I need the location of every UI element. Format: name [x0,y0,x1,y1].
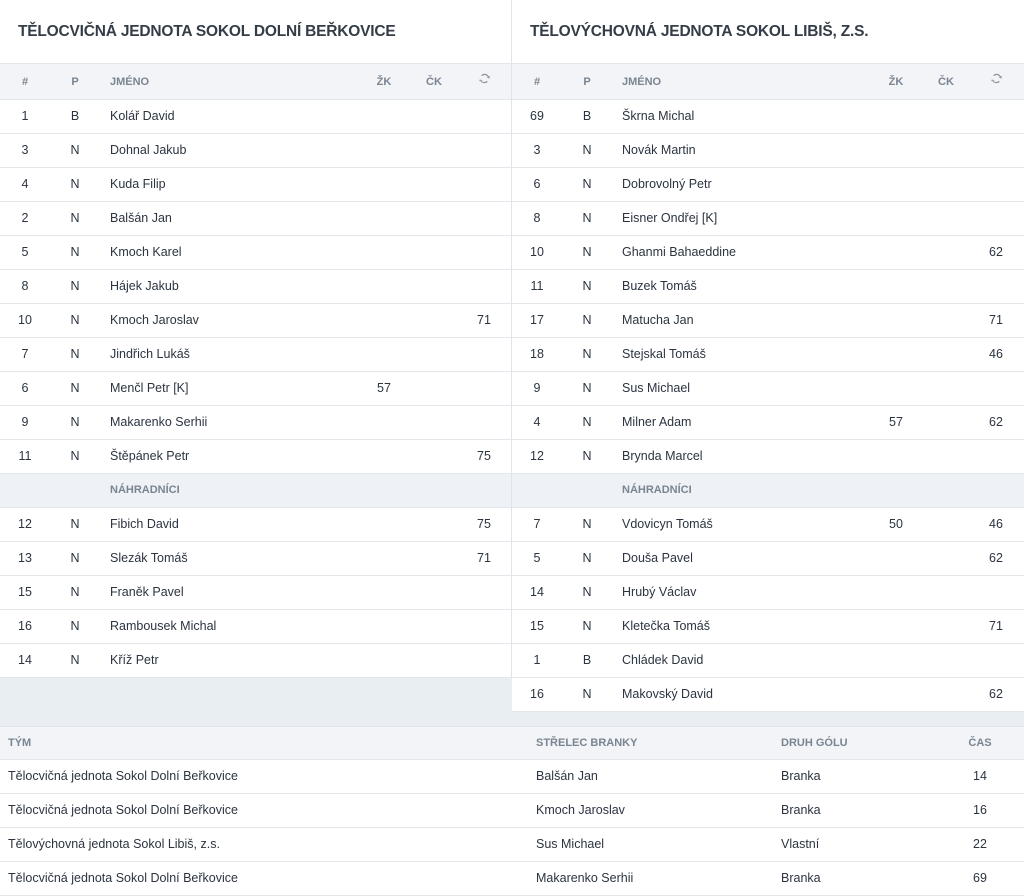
player-number: 17 [530,313,544,327]
player-position: N [70,211,80,225]
player-position: N [70,177,80,191]
player-number: 10 [530,245,544,259]
player-row [512,338,1024,372]
player-name: Douša Pavel [622,551,693,565]
player-name: Kmoch Jaroslav [110,313,199,327]
player-position: N [70,415,80,429]
player-number: 3 [21,143,29,157]
player-row [512,576,1024,610]
lineup-header-row [0,64,511,100]
away-team-lineup [512,0,1024,712]
goal-team: Tělocvičná jednota Sokol Dolní Beřkovice [8,769,238,783]
player-number: 69 [530,109,544,123]
player-name: Balšán Jan [110,211,172,225]
player-name: Novák Martin [622,143,696,157]
substitutes-header [512,474,1024,508]
player-row [512,304,1024,338]
player-name: Škrna Michal [622,109,695,123]
player-name: Vdovicyn Tomáš [622,517,713,531]
lineup-header-row [512,64,1024,100]
player-position: N [582,279,592,293]
substitution-icon [460,64,508,100]
goals-header-time: ČAS [968,737,992,749]
player-number: 13 [18,551,32,565]
player-number: 7 [533,517,541,531]
player-position: N [70,619,80,633]
player-row [512,100,1024,134]
player-number: 1 [21,109,29,123]
player-row [0,542,511,576]
goal-team: Tělocvičná jednota Sokol Dolní Beřkovice [8,803,238,817]
player-position: N [70,313,80,327]
player-position: N [582,143,592,157]
player-substitution-minute: 71 [989,313,1003,327]
goal-type: Vlastní [781,837,820,851]
player-row [512,406,1024,440]
player-position: N [582,517,592,531]
player-substitution-minute: 62 [989,415,1003,429]
player-name: Stejskal Tomáš [622,347,706,361]
goal-type: Branka [781,871,821,885]
player-number: 1 [533,653,541,667]
player-name: Franěk Pavel [110,585,184,599]
player-number: 15 [18,585,32,599]
player-row [0,644,511,678]
goal-type: Branka [781,803,821,817]
goal-time: 16 [973,803,987,817]
header-number: # [533,76,541,88]
player-row [512,202,1024,236]
goal-team: Tělovýchovná jednota Sokol Libiš, z.s. [8,837,220,851]
player-substitution-minute: 62 [989,687,1003,701]
player-number: 2 [21,211,29,225]
player-position: N [70,381,80,395]
player-row [0,168,511,202]
goals-header-type: DRUH GÓLU [781,737,848,749]
player-row [0,406,511,440]
player-name: Dohnal Jakub [110,143,187,157]
player-number: 12 [18,517,32,531]
player-name: Rambousek Michal [110,619,217,633]
player-number: 4 [533,415,541,429]
player-number: 9 [21,415,29,429]
player-name: Štěpánek Petr [110,449,190,463]
substitution-icon [972,64,1020,100]
player-row [512,134,1024,168]
player-number: 6 [533,177,541,191]
header-yellow-card: ŽK [888,76,904,88]
player-number: 3 [533,143,541,157]
player-name: Kmoch Karel [110,245,182,259]
goal-team: Tělocvičná jednota Sokol Dolní Beřkovice [8,871,238,885]
goal-time: 69 [973,871,987,885]
home-team-title: TĚLOCVIČNÁ JEDNOTA SOKOL DOLNÍ BEŘKOVICE [0,0,511,64]
player-number: 10 [18,313,32,327]
player-name: Kolář David [110,109,175,123]
player-name: Slezák Tomáš [110,551,188,565]
player-position: N [70,653,80,667]
player-name: Sus Michael [622,381,691,395]
player-position: N [582,245,592,259]
player-name: Hrubý Václav [622,585,697,599]
player-position: B [582,653,592,667]
player-row [512,610,1024,644]
player-position: N [582,551,592,565]
header-red-card: ČK [938,76,954,88]
player-number: 18 [530,347,544,361]
player-number: 14 [530,585,544,599]
home-team-lineup [0,0,512,678]
player-number: 9 [533,381,541,395]
player-position: N [582,687,592,701]
player-row [0,576,511,610]
player-position: N [582,177,592,191]
player-position: B [70,109,80,123]
header-number: # [21,76,29,88]
goal-row [0,828,1024,862]
substitutes-label: NÁHRADNÍCI [622,484,692,496]
player-position: N [582,313,592,327]
player-number: 11 [530,279,544,293]
player-number: 15 [530,619,544,633]
player-row [512,542,1024,576]
player-name: Jindřich Lukáš [110,347,190,361]
player-row [512,508,1024,542]
goal-type: Branka [781,769,821,783]
player-substitution-minute: 75 [477,449,491,463]
player-row [512,644,1024,678]
player-row [0,270,511,304]
player-row [512,236,1024,270]
player-name: Matucha Jan [622,313,694,327]
player-row [0,100,511,134]
header-position: P [583,76,591,88]
player-name: Menčl Petr [K] [110,381,189,395]
player-row [0,440,511,474]
goal-scorer: Makarenko Serhii [536,871,634,885]
player-name: Dobrovolný Petr [622,177,712,191]
player-name: Hájek Jakub [110,279,179,293]
goal-scorer: Kmoch Jaroslav [536,803,625,817]
player-name: Fibich David [110,517,179,531]
player-number: 16 [530,687,544,701]
player-row [0,236,511,270]
player-position: N [582,415,592,429]
player-name: Chládek David [622,653,704,667]
player-yellow-card-minute: 57 [377,381,391,395]
player-position: N [70,279,80,293]
player-name: Makarenko Serhii [110,415,208,429]
player-position: N [582,347,592,361]
goal-row [0,794,1024,828]
player-substitution-minute: 62 [989,245,1003,259]
player-position: N [70,585,80,599]
player-substitution-minute: 71 [989,619,1003,633]
goal-row [0,760,1024,794]
player-name: Kříž Petr [110,653,159,667]
player-position: N [582,585,592,599]
player-number: 5 [21,245,29,259]
player-name: Kuda Filip [110,177,166,191]
goals-table [0,726,1024,896]
player-position: N [582,449,592,463]
player-substitution-minute: 46 [989,347,1003,361]
player-position: N [70,517,80,531]
goals-header-row [0,726,1024,760]
player-position: N [70,347,80,361]
player-row [0,134,511,168]
player-position: N [70,551,80,565]
player-name: Eisner Ondřej [K] [622,211,718,225]
substitutes-label: NÁHRADNÍCI [110,484,180,496]
player-position: N [70,449,80,463]
player-substitution-minute: 46 [989,517,1003,531]
player-number: 8 [533,211,541,225]
player-name: Buzek Tomáš [622,279,697,293]
goal-row [0,862,1024,896]
player-name: Milner Adam [622,415,692,429]
header-red-card: ČK [426,76,442,88]
player-number: 8 [21,279,29,293]
player-position: B [582,109,592,123]
player-row [0,372,511,406]
player-number: 6 [21,381,29,395]
player-substitution-minute: 71 [477,313,491,327]
player-yellow-card-minute: 50 [889,517,903,531]
player-name: Makovský David [622,687,713,701]
player-name: Kletečka Tomáš [622,619,711,633]
player-substitution-minute: 75 [477,517,491,531]
player-name: Brynda Marcel [622,449,703,463]
player-row [0,202,511,236]
goal-scorer: Balšán Jan [536,769,598,783]
player-row [0,508,511,542]
player-position: N [582,381,592,395]
player-number: 16 [18,619,32,633]
player-yellow-card-minute: 57 [889,415,903,429]
player-position: N [582,211,592,225]
goals-header-scorer: STŘELEC BRANKY [536,737,638,749]
player-row [512,270,1024,304]
player-number: 5 [533,551,541,565]
goal-scorer: Sus Michael [536,837,605,851]
away-team-title: TĚLOVÝCHOVNÁ JEDNOTA SOKOL LIBIŠ, Z.S. [512,0,1024,64]
player-row [512,440,1024,474]
player-position: N [70,245,80,259]
player-row [512,372,1024,406]
header-name: JMÉNO [622,76,662,88]
player-position: N [70,143,80,157]
player-row [0,610,511,644]
player-row [0,304,511,338]
player-number: 12 [530,449,544,463]
player-row [0,338,511,372]
player-position: N [582,619,592,633]
player-row [512,168,1024,202]
goals-header-team: TÝM [8,737,32,749]
player-row [512,678,1024,712]
header-name: JMÉNO [110,76,150,88]
goal-time: 22 [973,837,987,851]
header-yellow-card: ŽK [376,76,392,88]
substitutes-header [0,474,511,508]
player-number: 7 [21,347,29,361]
player-substitution-minute: 71 [477,551,491,565]
header-position: P [71,76,79,88]
player-number: 11 [18,449,32,463]
player-name: Ghanmi Bahaeddine [622,245,736,259]
player-number: 4 [21,177,29,191]
player-substitution-minute: 62 [989,551,1003,565]
player-number: 14 [18,653,32,667]
goal-time: 14 [973,769,987,783]
